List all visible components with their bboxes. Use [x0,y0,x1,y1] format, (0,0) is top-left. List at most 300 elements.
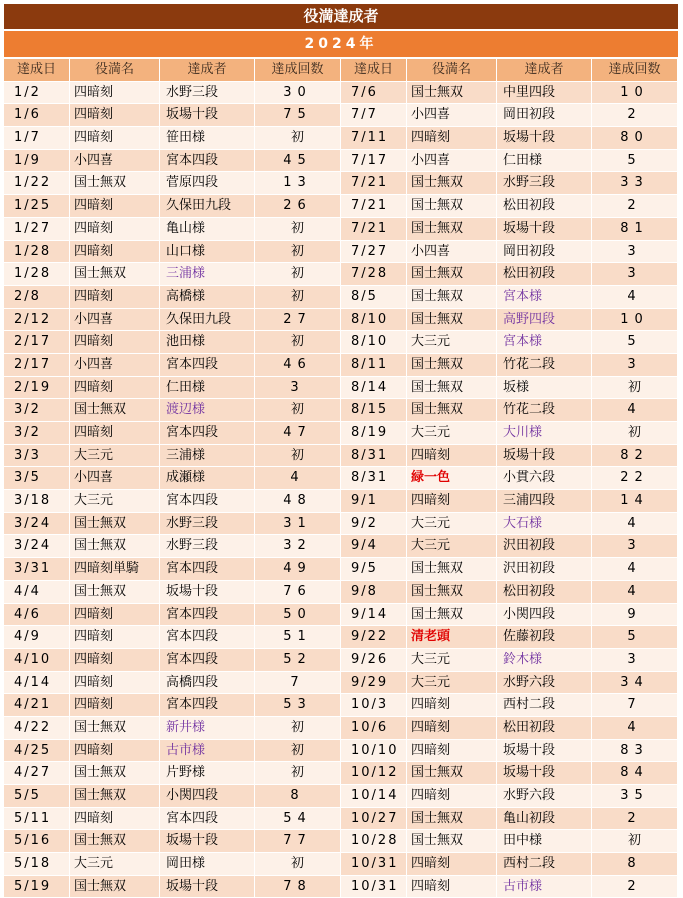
table-row [341,876,678,898]
count-cell: 76 [255,581,341,604]
table-row [341,399,678,422]
date-cell: 7/21 [341,218,407,241]
yaku-cell: 四暗刻 [407,717,497,740]
yaku-cell: 四暗刻 [70,127,160,150]
table-row [4,263,341,286]
name-cell: 岡田初段 [497,241,592,264]
yaku-cell: 四暗刻 [70,672,160,695]
count-cell: 52 [255,649,341,672]
table-row [341,672,678,695]
name-cell[interactable]: 三浦様 [160,263,255,286]
count-cell: 10 [592,309,678,332]
yaku-cell: 国士無双 [407,218,497,241]
name-cell: 高橋様 [160,286,255,309]
table-row [341,286,678,309]
yaku-cell: 国士無双 [407,195,497,218]
yaku-cell: 四暗刻 [70,377,160,400]
date-cell: 10/31 [341,876,407,898]
count-cell: 33 [592,172,678,195]
count-cell: 5 [592,150,678,173]
count-cell: 初 [255,127,341,150]
table-row [341,445,678,468]
count-cell: 初 [255,331,341,354]
yaku-cell: 国士無双 [70,581,160,604]
table-row [341,808,678,831]
yaku-cell: 四暗刻 [70,331,160,354]
name-cell: 宮本四段 [160,150,255,173]
yaku-cell: 国士無双 [70,762,160,785]
date-cell: 8/10 [341,309,407,332]
date-cell: 8/19 [341,422,407,445]
yaku-cell: 四暗刻 [70,286,160,309]
yaku-cell: 国士無双 [407,309,497,332]
yaku-cell: 清老頭 [407,626,497,649]
table-row [341,581,678,604]
count-cell: 78 [255,876,341,898]
table-row [341,422,678,445]
count-cell: 4 [255,467,341,490]
date-cell: 1/28 [4,263,70,286]
name-cell: 宮本四段 [160,604,255,627]
count-cell: 初 [255,853,341,876]
name-cell: 菅原四段 [160,172,255,195]
count-cell: 初 [592,377,678,400]
yaku-cell: 大三元 [407,422,497,445]
name-cell: 水野三段 [160,535,255,558]
date-cell: 10/27 [341,808,407,831]
date-cell: 2/8 [4,286,70,309]
yaku-cell: 国士無双 [407,172,497,195]
header-row [341,59,678,82]
yaku-cell: 国士無双 [407,354,497,377]
yaku-cell: 四暗刻 [407,785,497,808]
yaku-cell: 国士無双 [407,762,497,785]
date-cell: 9/26 [341,649,407,672]
yaku-cell: 国士無双 [70,535,160,558]
date-cell: 9/29 [341,672,407,695]
name-cell[interactable]: 古市様 [497,876,592,898]
name-cell: 片野様 [160,762,255,785]
date-cell: 3/2 [4,422,70,445]
table-row [4,876,341,898]
count-cell: 83 [592,740,678,763]
count-cell: 3 [592,241,678,264]
name-cell: 久保田九段 [160,309,255,332]
count-cell: 5 [592,626,678,649]
name-cell: 坂場十段 [160,581,255,604]
name-cell[interactable]: 高野四段 [497,309,592,332]
count-cell: 7 [592,694,678,717]
count-cell: 27 [255,309,341,332]
count-cell: 初 [255,762,341,785]
name-cell[interactable]: 新井様 [160,717,255,740]
yaku-cell: 国士無双 [407,604,497,627]
table-row [341,127,678,150]
yaku-cell: 国士無双 [407,82,497,105]
yaku-cell: 大三元 [407,649,497,672]
table-row [341,717,678,740]
table-row [341,150,678,173]
table-row [4,104,341,127]
name-cell: 松田初段 [497,195,592,218]
name-cell: 岡田様 [160,853,255,876]
name-cell: 池田様 [160,331,255,354]
table-row [341,740,678,763]
name-cell: 宮本四段 [160,354,255,377]
table-row [4,82,341,105]
date-cell: 8/11 [341,354,407,377]
name-cell: 坂場十段 [497,218,592,241]
name-cell: 松田初段 [497,717,592,740]
count-cell: 22 [592,467,678,490]
date-cell: 3/3 [4,445,70,468]
date-cell: 7/11 [341,127,407,150]
yaku-cell: 大三元 [70,490,160,513]
count-cell: 初 [592,422,678,445]
date-cell: 5/18 [4,853,70,876]
date-cell: 1/2 [4,82,70,105]
yaku-cell: 四暗刻 [70,626,160,649]
table-row [4,422,341,445]
date-cell: 10/6 [341,717,407,740]
count-cell: 2 [592,876,678,898]
yaku-cell: 国士無双 [70,785,160,808]
count-cell: 4 [592,558,678,581]
table-row [341,104,678,127]
header-name: 達成者 [497,59,592,82]
table-left-half [4,59,341,898]
name-cell: 坂場十段 [160,876,255,898]
yaku-cell: 四暗刻 [70,241,160,264]
name-cell[interactable]: 大石様 [497,513,592,536]
date-cell: 3/2 [4,399,70,422]
name-cell: 水野三段 [160,513,255,536]
table-row [4,467,341,490]
count-cell: 3 [592,649,678,672]
name-cell: 亀山様 [160,218,255,241]
table-row [341,626,678,649]
count-cell: 2 [592,104,678,127]
name-cell[interactable]: 宮本様 [497,331,592,354]
yaku-cell: 大三元 [407,672,497,695]
count-cell: 82 [592,445,678,468]
name-cell: 水野三段 [160,82,255,105]
table-row [341,195,678,218]
name-cell: 田中様 [497,830,592,853]
count-cell: 31 [255,513,341,536]
date-cell: 1/6 [4,104,70,127]
date-cell: 4/27 [4,762,70,785]
count-cell: 7 [255,672,341,695]
date-cell: 10/31 [341,853,407,876]
count-cell: 80 [592,127,678,150]
yaku-cell: 小四喜 [70,150,160,173]
date-cell: 4/9 [4,626,70,649]
table-row [341,513,678,536]
name-cell: 笹田様 [160,127,255,150]
date-cell: 9/2 [341,513,407,536]
name-cell: 宮本四段 [160,694,255,717]
table-row [341,309,678,332]
yaku-cell: 四暗刻 [70,422,160,445]
date-cell: 7/17 [341,150,407,173]
yaku-cell: 大三元 [70,853,160,876]
name-cell: 宮本四段 [160,626,255,649]
table-row [341,853,678,876]
yaku-cell: 大三元 [70,445,160,468]
table-row [341,535,678,558]
count-cell: 初 [255,218,341,241]
count-cell: 51 [255,626,341,649]
yaku-cell: 国士無双 [70,263,160,286]
table-row [341,354,678,377]
table-row [4,490,341,513]
yaku-cell: 四暗刻 [70,104,160,127]
count-cell: 81 [592,218,678,241]
count-cell: 48 [255,490,341,513]
count-cell: 2 [592,808,678,831]
name-cell: 宮本四段 [160,422,255,445]
date-cell: 7/7 [341,104,407,127]
table-row [4,241,341,264]
name-cell: 坂場十段 [497,740,592,763]
date-cell: 1/28 [4,241,70,264]
count-cell: 初 [255,445,341,468]
count-cell: 初 [255,717,341,740]
date-cell: 10/14 [341,785,407,808]
count-cell: 30 [255,82,341,105]
yaku-cell: 小四喜 [70,467,160,490]
date-cell: 8/31 [341,445,407,468]
name-cell: 水野六段 [497,785,592,808]
count-cell: 50 [255,604,341,627]
date-cell: 1/22 [4,172,70,195]
name-cell: 松田初段 [497,263,592,286]
name-cell: 仁田様 [160,377,255,400]
table-row [341,785,678,808]
table-row [4,513,341,536]
yaku-cell: 小四喜 [70,354,160,377]
yaku-cell: 四暗刻 [70,604,160,627]
name-cell[interactable]: 鈴木様 [497,649,592,672]
count-cell: 84 [592,762,678,785]
table-row [4,558,341,581]
count-cell: 3 [592,535,678,558]
count-cell: 4 [592,286,678,309]
header-row [4,59,341,82]
count-cell: 3 [592,354,678,377]
count-cell: 4 [592,399,678,422]
table-row [4,717,341,740]
date-cell: 4/22 [4,717,70,740]
date-cell: 10/3 [341,694,407,717]
yaku-cell: 国士無双 [407,399,497,422]
count-cell: 54 [255,808,341,831]
name-cell: 坂場十段 [497,127,592,150]
table-row [4,309,341,332]
yaku-cell: 国士無双 [70,399,160,422]
count-cell: 4 [592,717,678,740]
table-row [4,127,341,150]
count-cell: 8 [592,853,678,876]
table-row [4,218,341,241]
year-header: 2024年 [4,31,678,57]
yaku-cell: 小四喜 [70,309,160,332]
name-cell[interactable]: 古市様 [160,740,255,763]
header-yaku: 役満名 [70,59,160,82]
yaku-cell: 四暗刻単騎 [70,558,160,581]
date-cell: 7/21 [341,195,407,218]
yaku-cell: 四暗刻 [407,445,497,468]
yaku-cell: 四暗刻 [407,740,497,763]
name-cell: 松田初段 [497,581,592,604]
count-cell: 34 [592,672,678,695]
table-row [341,558,678,581]
table-row [4,535,341,558]
yaku-cell: 四暗刻 [407,127,497,150]
table-row [4,672,341,695]
name-cell: 仁田様 [497,150,592,173]
name-cell: 坂場十段 [160,830,255,853]
count-cell: 46 [255,354,341,377]
date-cell: 4/4 [4,581,70,604]
name-cell[interactable]: 大川様 [497,422,592,445]
header-count: 達成回数 [255,59,341,82]
name-cell: 竹花二段 [497,354,592,377]
table-row [341,218,678,241]
name-cell: 宮本四段 [160,808,255,831]
name-cell: 坂場十段 [160,104,255,127]
date-cell: 7/6 [341,82,407,105]
name-cell: 宮本四段 [160,558,255,581]
yaku-cell: 四暗刻 [70,808,160,831]
name-cell: 竹花二段 [497,399,592,422]
count-cell: 8 [255,785,341,808]
yaku-cell: 大三元 [407,513,497,536]
count-cell: 45 [255,150,341,173]
table-row [341,467,678,490]
date-cell: 8/5 [341,286,407,309]
table-row [341,331,678,354]
yaku-cell: 四暗刻 [407,490,497,513]
table-row [341,263,678,286]
count-cell: 2 [592,195,678,218]
header-count: 達成回数 [592,59,678,82]
count-cell: 初 [255,263,341,286]
date-cell: 8/15 [341,399,407,422]
table-row [4,604,341,627]
count-cell: 初 [592,830,678,853]
yaku-cell: 四暗刻 [407,694,497,717]
name-cell: 亀山初段 [497,808,592,831]
date-cell: 4/21 [4,694,70,717]
yaku-cell: 四暗刻 [70,195,160,218]
count-cell: 4 [592,581,678,604]
table-row [4,649,341,672]
yaku-cell: 国士無双 [70,717,160,740]
date-cell: 4/10 [4,649,70,672]
date-cell: 7/21 [341,172,407,195]
date-cell: 1/25 [4,195,70,218]
date-cell: 2/12 [4,309,70,332]
name-cell: 水野六段 [497,672,592,695]
date-cell: 8/31 [341,467,407,490]
yaku-cell: 大三元 [407,535,497,558]
page-container [4,4,678,898]
date-cell: 9/4 [341,535,407,558]
table-row [4,785,341,808]
date-cell: 1/27 [4,218,70,241]
count-cell: 初 [255,241,341,264]
table-right-half [341,59,678,898]
table-row [4,445,341,468]
count-cell: 47 [255,422,341,445]
yaku-cell: 四暗刻 [70,82,160,105]
name-cell[interactable]: 宮本様 [497,286,592,309]
date-cell: 9/8 [341,581,407,604]
date-cell: 9/1 [341,490,407,513]
yaku-cell: 国士無双 [70,876,160,898]
count-cell: 32 [255,535,341,558]
table-row [341,649,678,672]
date-cell: 7/28 [341,263,407,286]
table-row [4,354,341,377]
table-row [341,490,678,513]
table-row [4,808,341,831]
table-row [341,694,678,717]
date-cell: 4/14 [4,672,70,695]
date-cell: 8/10 [341,331,407,354]
name-cell: 佐藤初段 [497,626,592,649]
name-cell: 西村二段 [497,853,592,876]
table-row [341,172,678,195]
date-cell: 2/17 [4,354,70,377]
count-cell: 初 [255,399,341,422]
date-cell: 2/17 [4,331,70,354]
count-cell: 10 [592,82,678,105]
date-cell: 10/12 [341,762,407,785]
yaku-cell: 大三元 [407,331,497,354]
yaku-cell: 国士無双 [407,581,497,604]
name-cell: 小関四段 [497,604,592,627]
yaku-cell: 国士無双 [407,377,497,400]
name-cell: 坂様 [497,377,592,400]
yakuman-table [4,59,678,898]
yaku-cell: 緑一色 [407,467,497,490]
header-date: 達成日 [341,59,407,82]
table-row [341,604,678,627]
name-cell: 三浦様 [160,445,255,468]
name-cell: 小関四段 [160,785,255,808]
count-cell: 14 [592,490,678,513]
date-cell: 5/19 [4,876,70,898]
count-cell: 35 [592,785,678,808]
yaku-cell: 四暗刻 [407,876,497,898]
count-cell: 5 [592,331,678,354]
table-row [4,172,341,195]
name-cell[interactable]: 渡辺様 [160,399,255,422]
table-row [4,694,341,717]
yaku-cell: 国士無双 [407,808,497,831]
count-cell: 9 [592,604,678,627]
count-cell: 75 [255,104,341,127]
table-row [4,626,341,649]
table-row [4,581,341,604]
yaku-cell: 四暗刻 [70,649,160,672]
date-cell: 3/5 [4,467,70,490]
yaku-cell: 四暗刻 [70,694,160,717]
name-cell: 中里四段 [497,82,592,105]
